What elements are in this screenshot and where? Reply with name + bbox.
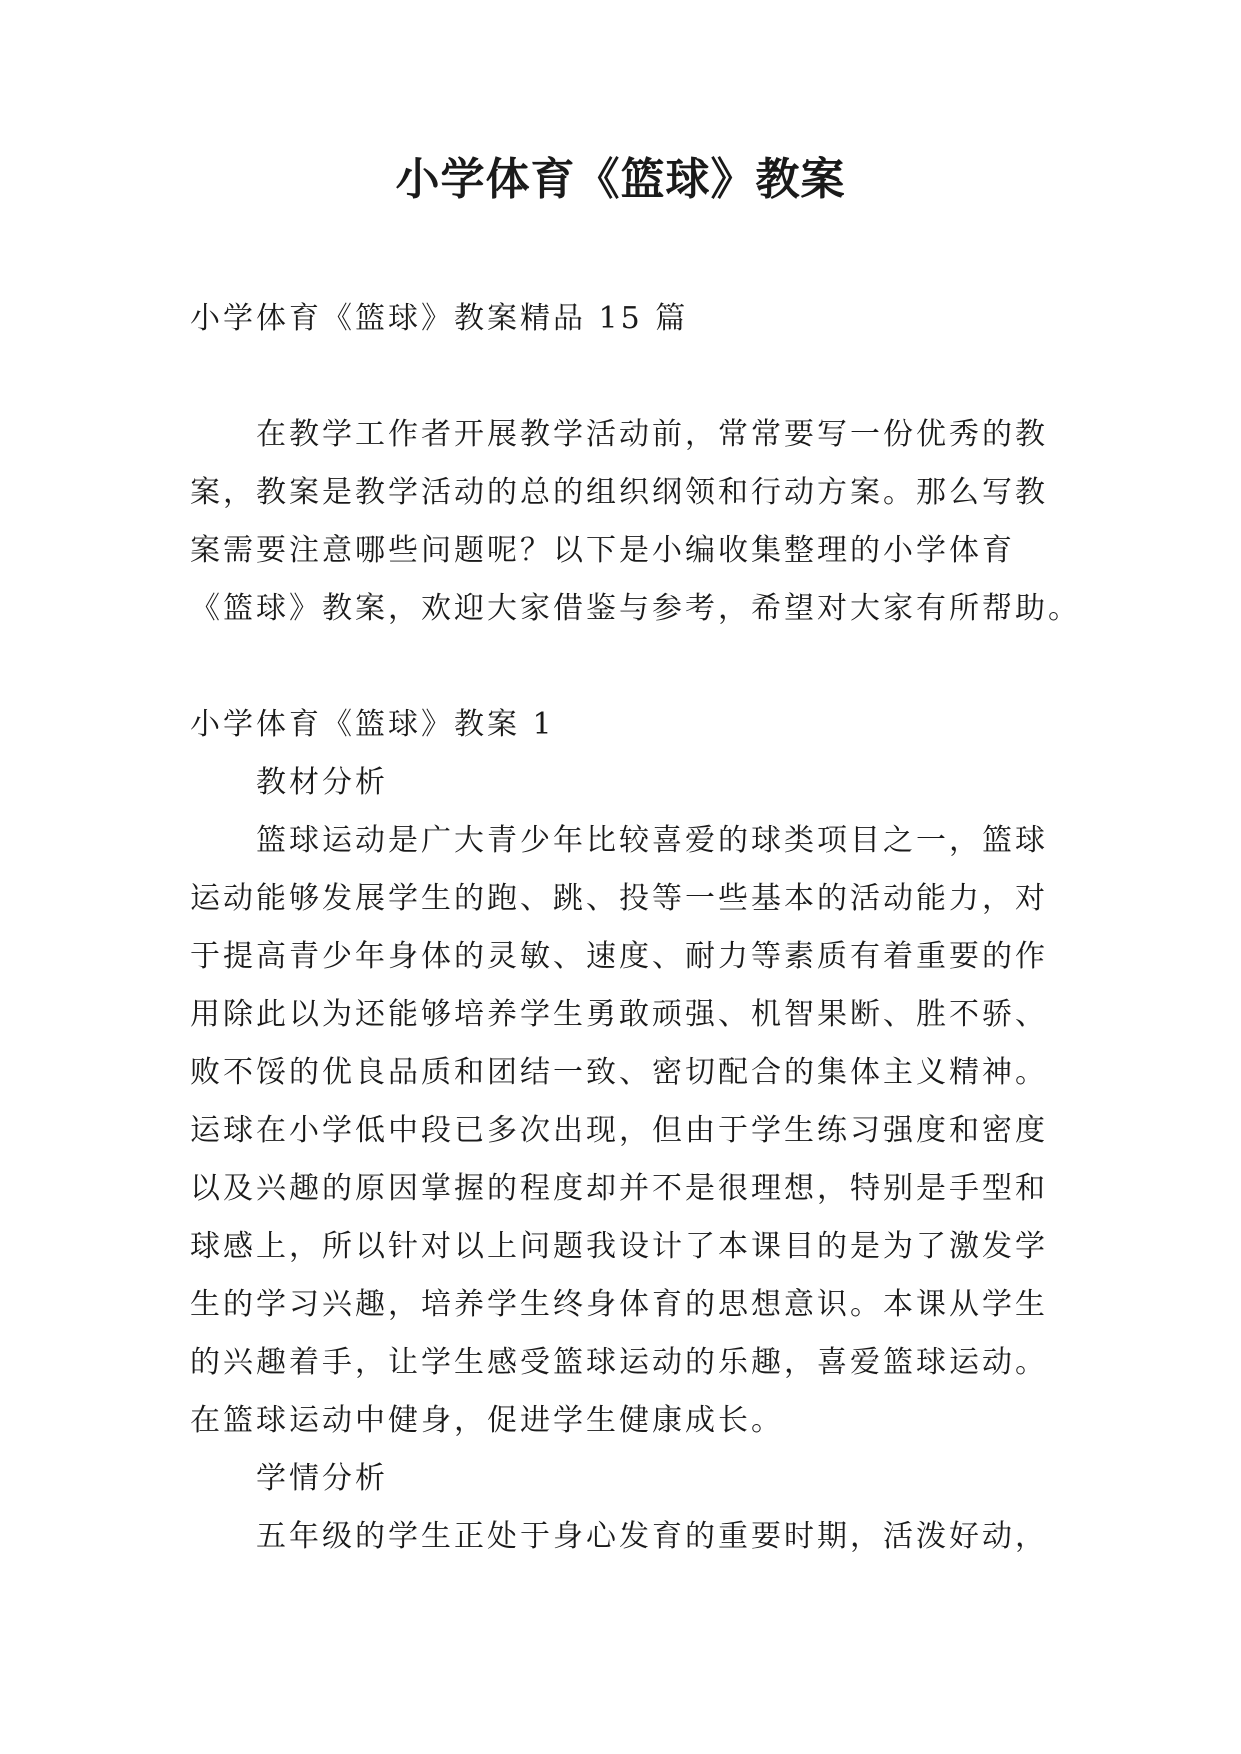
intro-line: 《篮球》教案，欢迎大家借鉴与参考，希望对大家有所帮助。: [190, 591, 1081, 626]
students-line: 五年级的学生正处于身心发育的重要时期，活泼好动，: [256, 1519, 1048, 1554]
intro-line: 案，教案是教学活动的总的组织纲领和行动方案。那么写教: [190, 475, 1048, 510]
spacer: [190, 638, 1085, 696]
analysis-line: 在篮球运动中健身，促进学生健康成长。: [190, 1403, 784, 1438]
analysis-line: 用除此以为还能够培养学生勇敢顽强、机智果断、胜不骄、: [190, 997, 1048, 1032]
spacer: [190, 348, 1085, 406]
intro-line: 在教学工作者开展教学活动前，常常要写一份优秀的教: [256, 417, 1048, 452]
analysis-line: 于提高青少年身体的灵敏、速度、耐力等素质有着重要的作: [190, 939, 1048, 974]
heading-analysis: 教材分析: [256, 765, 388, 800]
analysis-line: 生的学习兴趣，培养学生终身体育的思想意识。本课从学生: [190, 1287, 1048, 1322]
document-title: 小学体育《篮球》教案: [395, 154, 846, 205]
analysis-line: 的兴趣着手，让学生感受篮球运动的乐趣，喜爱篮球运动。: [190, 1345, 1048, 1380]
analysis-line: 运球在小学低中段已多次出现，但由于学生练习强度和密度: [190, 1113, 1048, 1148]
document-body: [190, 290, 1085, 1566]
analysis-line: 运动能够发展学生的跑、跳、投等一些基本的活动能力，对: [190, 881, 1048, 916]
section-title: 小学体育《篮球》教案 1: [190, 707, 555, 742]
intro-line: 案需要注意哪些问题呢？以下是小编收集整理的小学体育: [190, 533, 1015, 568]
subtitle: 小学体育《篮球》教案精品 15 篇: [190, 301, 689, 336]
analysis-line: 以及兴趣的原因掌握的程度却并不是很理想，特别是手型和: [190, 1171, 1048, 1206]
analysis-line: 败不馁的优良品质和团结一致、密切配合的集体主义精神。: [190, 1055, 1048, 1090]
heading-students: 学情分析: [256, 1461, 388, 1496]
analysis-line: 篮球运动是广大青少年比较喜爱的球类项目之一，篮球: [256, 823, 1048, 858]
analysis-line: 球感上，所以针对以上问题我设计了本课目的是为了激发学: [190, 1229, 1048, 1264]
